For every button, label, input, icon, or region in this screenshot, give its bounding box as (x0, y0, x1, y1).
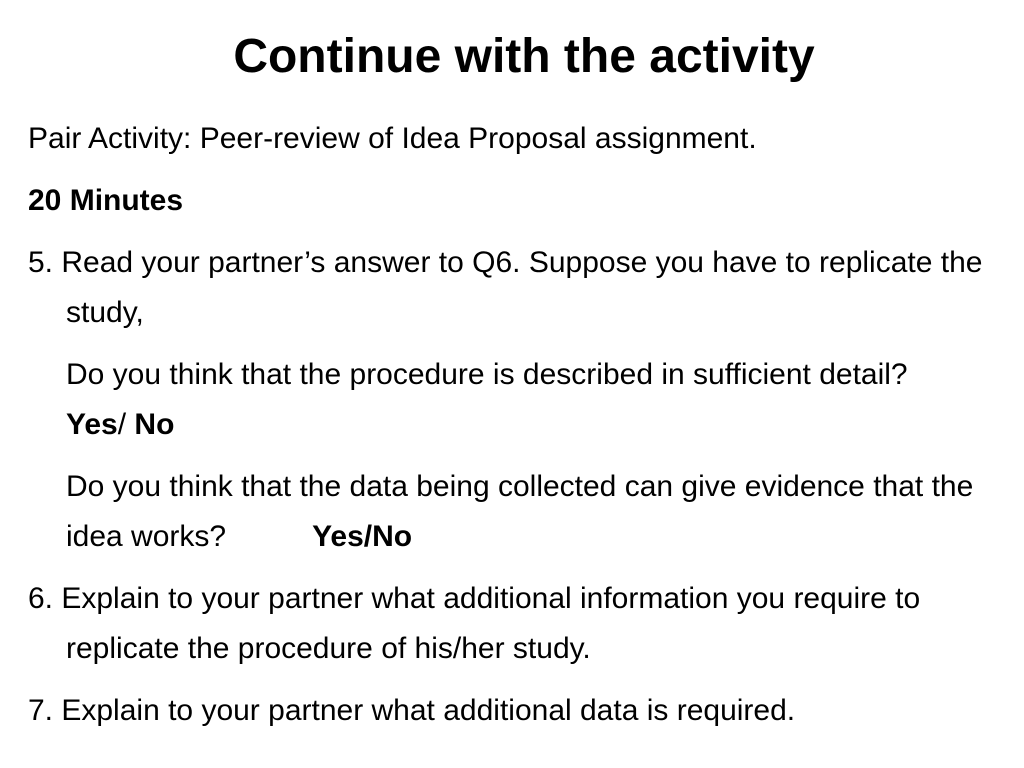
item-5-text: 5. Read your partner’s answer to Q6. Suppose you have to replicate the study, (28, 246, 983, 329)
question-procedure (28, 350, 1004, 450)
slide-body (28, 114, 1004, 748)
intro-text: Pair Activity: Peer-review of Idea Proposal assignment. (28, 122, 757, 155)
answer-no: No (134, 408, 175, 441)
answer-yes: Yes (66, 408, 118, 441)
question-data (28, 462, 1004, 562)
answer-slash: / (117, 408, 135, 441)
item-6-text: 6. Explain to your partner what additional information you require to replicate the procedure of his/her study. (28, 582, 921, 665)
slide-title: Continue with the activity (233, 30, 815, 83)
question-procedure-text: Do you think that the procedure is described in sufficient detail? (66, 358, 908, 391)
answer-yes-no: Yes/No (312, 520, 413, 553)
question-data-text: Do you think that the data being collected can give evidence that the idea works? (66, 470, 974, 553)
item-7-text: 7. Explain to your partner what additional data is required. (28, 694, 796, 727)
duration-text: 20 Minutes (28, 184, 184, 217)
